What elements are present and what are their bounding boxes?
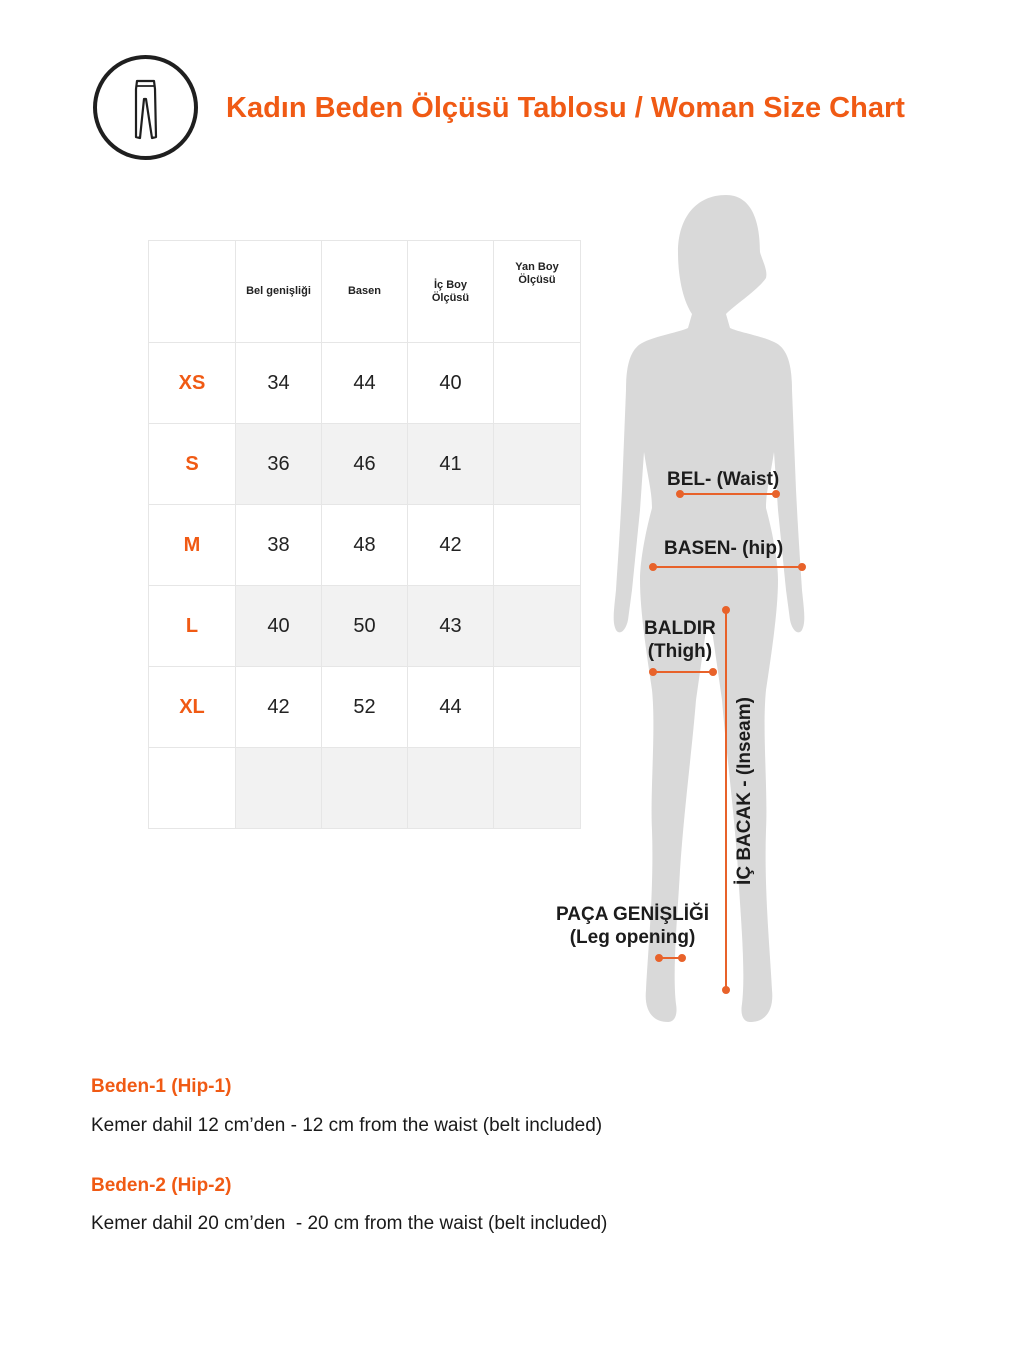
hip-value: 52 xyxy=(322,667,408,748)
leg-opening-label: PAÇA GENİŞLİĞİ (Leg opening) xyxy=(556,904,710,948)
size-label: XL xyxy=(149,667,236,748)
hip-value: 44 xyxy=(322,343,408,424)
inseam-label: İÇ BACAK - (Inseam) xyxy=(734,697,755,885)
page-title: Kadın Beden Ölçüsü Tablosu / Woman Size Chart xyxy=(226,92,905,124)
header-side-length: Yan Boy Ölçüsü xyxy=(494,241,581,343)
size-label: M xyxy=(149,505,236,586)
header-waist: Bel genişliği xyxy=(236,241,322,343)
note-text-hip-1: Kemer dahil 12 cm’den - 12 cm from the waist (belt included) xyxy=(91,1115,603,1136)
waist-value: 36 xyxy=(236,424,322,505)
size-label: L xyxy=(149,586,236,667)
note-title-hip-1: Beden-1 (Hip-1) xyxy=(91,1076,232,1097)
waist-value: 34 xyxy=(236,343,322,424)
waist-value: 42 xyxy=(236,667,322,748)
inseam-value: 40 xyxy=(408,343,494,424)
inseam-value: 42 xyxy=(408,505,494,586)
hip-value: 50 xyxy=(322,586,408,667)
inseam-value: 44 xyxy=(408,667,494,748)
note-text-hip-2: Kemer dahil 20 cm’den - 20 cm from the waist (belt included) xyxy=(91,1213,608,1234)
inseam-value: 43 xyxy=(408,586,494,667)
hip-value: 46 xyxy=(322,424,408,505)
thigh-label: BALDIR (Thigh) xyxy=(644,618,716,662)
note-title-hip-2: Beden-2 (Hip-2) xyxy=(91,1175,232,1196)
size-label: XS xyxy=(149,343,236,424)
waist-label: BEL- (Waist) xyxy=(667,469,780,490)
waist-value: 40 xyxy=(236,586,322,667)
header-inseam: İç Boy Ölçüsü xyxy=(408,241,494,343)
inseam-value: 41 xyxy=(408,424,494,505)
waist-value: 38 xyxy=(236,505,322,586)
header-hip: Basen xyxy=(322,241,408,343)
hip-label: BASEN- (hip) xyxy=(664,538,784,559)
hip-value: 48 xyxy=(322,505,408,586)
size-label: S xyxy=(149,424,236,505)
